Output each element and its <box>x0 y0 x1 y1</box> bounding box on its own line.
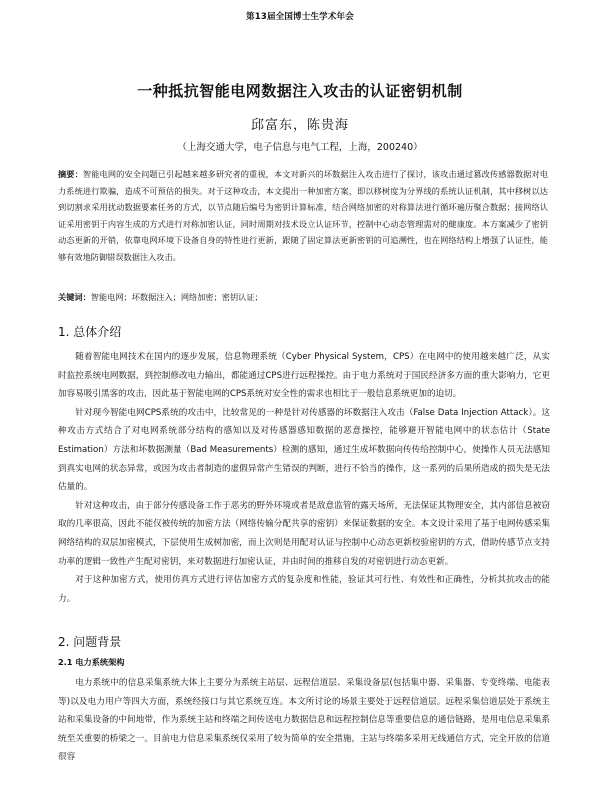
paragraph: 对于这种加密方式，使用仿真方式进行评估加密方式的复杂度和性能，验证其可行性、有效性和正确性，分析其抗攻击的能力。 <box>58 575 550 604</box>
abstract-text: 智能电网的安全问题已引起越来越多研究者的重视，本文对新兴的坏数据注入攻击进行了探讨，该攻击通过篡改传感器数据对电力系统进行欺骗，造成不可预估的损失。对于这种攻击，本文提出一种加密方案，即以移树度为分界线的系统认证机制，其中移树以达到切割求采用扰动数据要素任务的方式，以节点随后编号为密钥计算标准，结合网络加密的对称算法进行循环遍历聚合数据；接网络认证采用密钥于内容生成的方式进行对称加密认证，同时周期对技术设立认证环节，控制中心动态管理需对的健康度。本方案减少了密钥动态更新的开销，依靠电网环境下设备自身的特性进行更新，跟随了固定算法更新密钥的可追溯性，也在网络结构上增强了认证性，能够有效地防御错误数据注入攻击。 <box>58 169 548 262</box>
keywords-text: 智能电网；坏数据注入；网络加密；密钥认证； <box>90 292 263 302</box>
keywords-label: 关键词： <box>58 292 91 302</box>
section-1-heading: 1. 总体介绍 <box>58 325 122 339</box>
paragraph: 电力系统中的信息采集系统大体上主要分为系统主站层、远程信道层、采集设备层(包括集中器、采集器、专变终端、电能表等)以及电力用户等四大方面，系统经接口与其它系统互连。本文所讨论的场景主要处于远程信道层。远程采集信道层处于系统主站和采集设备的中间地带，作为系统主站和终端之间传送电力数据信息和远程控制信息等重要信息的通信链路，是用电信息采集系统至关重要的桥梁之一。目前电力信息采集系统仅采用了较为简单的安全措施，主站与终端多采用无线通信方式，完全开放的信道很容 <box>58 678 550 763</box>
authors: 邱富东，陈贵海 <box>250 118 349 133</box>
abstract <box>58 166 548 266</box>
abstract-label: 摘要： <box>58 169 83 179</box>
section-2-heading: 2. 问题背景 <box>58 635 122 649</box>
subsection-2-1-heading: 2.1 电力系统架构 <box>58 657 125 667</box>
paragraph: 随着智能电网技术在国内的逐步发展，信息物理系统（Cyber Physical System，CPS）在电网中的使用越来越广泛，从实时监控系统电网数据，到控制修改电力输出，都能通过CPS进行远程操控。由于电力系统对于国民经济多方面的重大影响力，它更加容易吸引黑客的攻击，因此基于智能电网的CPS系统对安全性的需求也相比于一般信息系统更加的迫切。 <box>58 352 550 400</box>
section-1-body <box>58 348 550 608</box>
paragraph: 针对这种攻击，由于部分传感设备工作于恶劣的野外环境或者是敌意监管的露天场所，无法保证其物理安全，其内部信息被窃取的几率很高，因此不能仅被传统的加密方法（网络传输分配共享的密钥）来保证数据的安全。本文设计采用了基于电网传感采集网络结构的双层加密模式，下层使用生成树加密，而上次则是用配对认证与控制中心动态更新校验密钥的方式，借助传感节点支持功率的逻辑一致性产生配对密钥，来对数据进行加密认证，并由时间的推移自发的对密钥进行动态更新。 <box>58 500 550 567</box>
paper-title: 一种抵抗智能电网数据注入攻击的认证密钥机制 <box>137 82 463 100</box>
paragraph: 针对现今智能电网CPS系统的攻击中，比较常见的一种是针对传感器的坏数据注入攻击（False Data Injection Attack）。这种攻击方式结合了对电网系统部分结构的感知以及对传感器感知数据的恶意操控，能够避开智能电网中的状态估计（State Estimation）方法和坏数据测量（Bad Measurements）检测的感知，通过生成坏数据向传传给控制中心，使操作人员无法感知到真实电网的状态异常，或因为攻击者制造的虚假异常产生错误的判断，进行不恰当的操作，这一系列的后果所造成的损失是无法估量的。 <box>58 407 550 493</box>
section-2-body <box>58 674 550 767</box>
running-header: 第13届全国博士生学术年会 <box>246 12 354 22</box>
keywords <box>58 290 548 304</box>
affiliation: （上海交通大学，电子信息与电气工程，上海，200240） <box>177 142 423 153</box>
